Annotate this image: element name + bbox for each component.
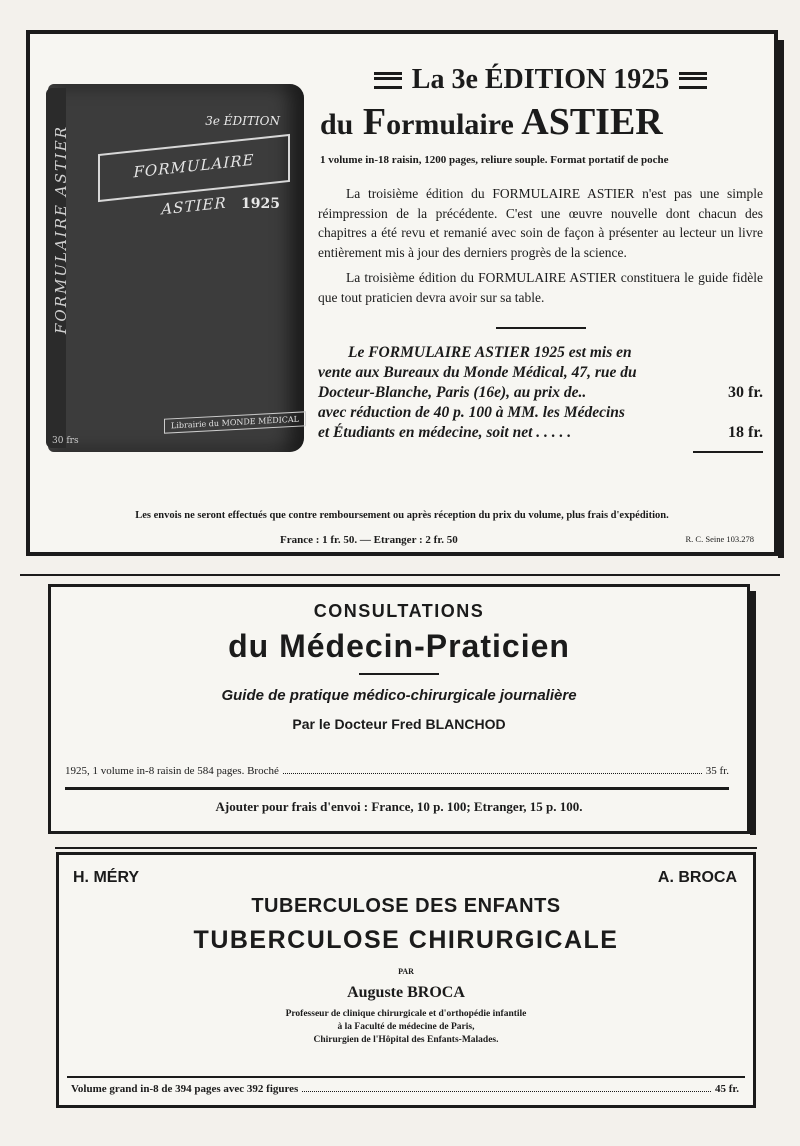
tuberculose-par: PAR [398, 967, 414, 976]
astier-registration: R. C. Seine 103.278 [685, 534, 754, 544]
tuberculose-credentials [59, 1008, 753, 1047]
top-rule [55, 847, 757, 849]
book-cover-label: FORMULAIRE ASTIER [98, 134, 290, 202]
book-price: 30 frs [52, 436, 79, 446]
tuberculose-advertisement [56, 852, 756, 1108]
book-spine-title: FORMULAIRE ASTIER [52, 124, 70, 334]
title-f: F [362, 101, 387, 143]
offer-line: vente aux Bureaux du Monde Médical, 47, rue du [318, 364, 637, 381]
astier-edition-title [318, 64, 763, 96]
book-edition: 3e ÉDITION [205, 114, 280, 128]
offer-line-text: Docteur-Blanche, Paris (16e), au prix de.. [318, 384, 587, 401]
consultations-subtitle: Guide de pratique médico-chirurgicale journalière [221, 687, 577, 704]
edition-title-text: La 3e ÉDITION 1925 [411, 64, 670, 95]
astier-shipping-note: Les envois ne seront effectués que contre remboursement ou après réception du prix du volume, plus frais d'expédition. [135, 510, 669, 521]
offer-price-full: 30 fr. [728, 384, 763, 401]
astier-offer [318, 343, 763, 443]
title-ormulaire: ormulaire [386, 108, 514, 141]
title-du: du [320, 108, 354, 141]
astier-advertisement [26, 30, 778, 556]
tuberculose-authors [73, 869, 737, 887]
offer-price-net: 18 fr. [728, 424, 763, 441]
credential-line: Professeur de clinique chirurgicale et d'orthopédie infantile [285, 1009, 527, 1019]
divider [496, 327, 586, 329]
consultations-title: du Médecin-Praticien [228, 628, 570, 664]
book-year: 1925 [241, 196, 280, 212]
divider [359, 673, 439, 675]
astier-shipping-costs: France : 1 fr. 50. — Etranger : 2 fr. 50 [280, 534, 458, 546]
divider [65, 787, 729, 790]
tuberculose-title-2: TUBERCULOSE CHIRURGICALE [193, 926, 619, 954]
offer-line-text: et Étudiants en médecine, soit net . . . . . [318, 424, 572, 441]
tuberculose-price: 45 fr. [714, 1083, 739, 1095]
astier-text-column [318, 64, 763, 453]
ornament-bars-left [374, 72, 402, 89]
consultations-shipping: Ajouter pour frais d'envoi : France, 10 p. 100; Etranger, 15 p. 100. [215, 799, 583, 814]
tuberculose-volume: Volume grand in-8 de 394 pages avec 392 figures [71, 1083, 299, 1095]
author-right: A. BROCA [657, 869, 737, 886]
divider [67, 1076, 745, 1078]
consultations-volume: 1925, 1 volume in-8 raisin de 584 pages. Broché [65, 765, 279, 777]
book-publisher: Librairie du MONDE MÉDICAL [164, 411, 306, 433]
consultations-advertisement [48, 584, 750, 834]
astier-paragraph-1: La troisième édition du FORMULAIRE ASTIER n'est pas une simple réimpression de la précédente. C'est une œuvre nouvelle dont chacun des chapitres a été revu et remanié avec soin de façon à présenter au lecteur un livre entièrement mis à jour des derniers progrès de la science. [318, 186, 763, 260]
consultations-volume-line [65, 765, 729, 777]
consultations-heading: CONSULTATIONS [313, 601, 485, 621]
title-astier: ASTIER [521, 101, 663, 143]
offer-line: avec réduction de 40 p. 100 à MM. les Médecins [318, 404, 625, 421]
credential-line: Chirurgien de l'Hôpital des Enfants-Malades. [313, 1035, 499, 1045]
astier-main-title [320, 100, 763, 144]
ornament-bars-right [679, 72, 707, 89]
divider [693, 451, 763, 453]
offer-line: Le FORMULAIRE ASTIER 1925 est mis en [348, 344, 632, 361]
tuberculose-volume-line [71, 1083, 739, 1095]
book-illustration [48, 84, 304, 452]
author-left: H. MÉRY [73, 869, 140, 886]
offer-line [318, 423, 763, 443]
astier-paragraph-2: La troisième édition du FORMULAIRE ASTIER constituera le guide fidèle que tout praticien devra avoir sur sa table. [318, 270, 763, 305]
leader-dots [283, 765, 702, 774]
tuberculose-title-1: TUBERCULOSE DES ENFANTS [251, 895, 561, 917]
tuberculose-author-name: Auguste BROCA [347, 984, 465, 1001]
consultations-price: 35 fr. [705, 765, 729, 777]
leader-dots [302, 1083, 711, 1092]
consultations-author: Par le Docteur Fred BLANCHOD [292, 716, 506, 732]
offer-line [318, 383, 763, 403]
astier-subtitle: 1 volume in-18 raisin, 1200 pages, reliure souple. Format portatif de poche [320, 154, 669, 166]
credential-line: à la Faculté de médecine de Paris, [337, 1022, 475, 1032]
page-divider [20, 574, 780, 576]
